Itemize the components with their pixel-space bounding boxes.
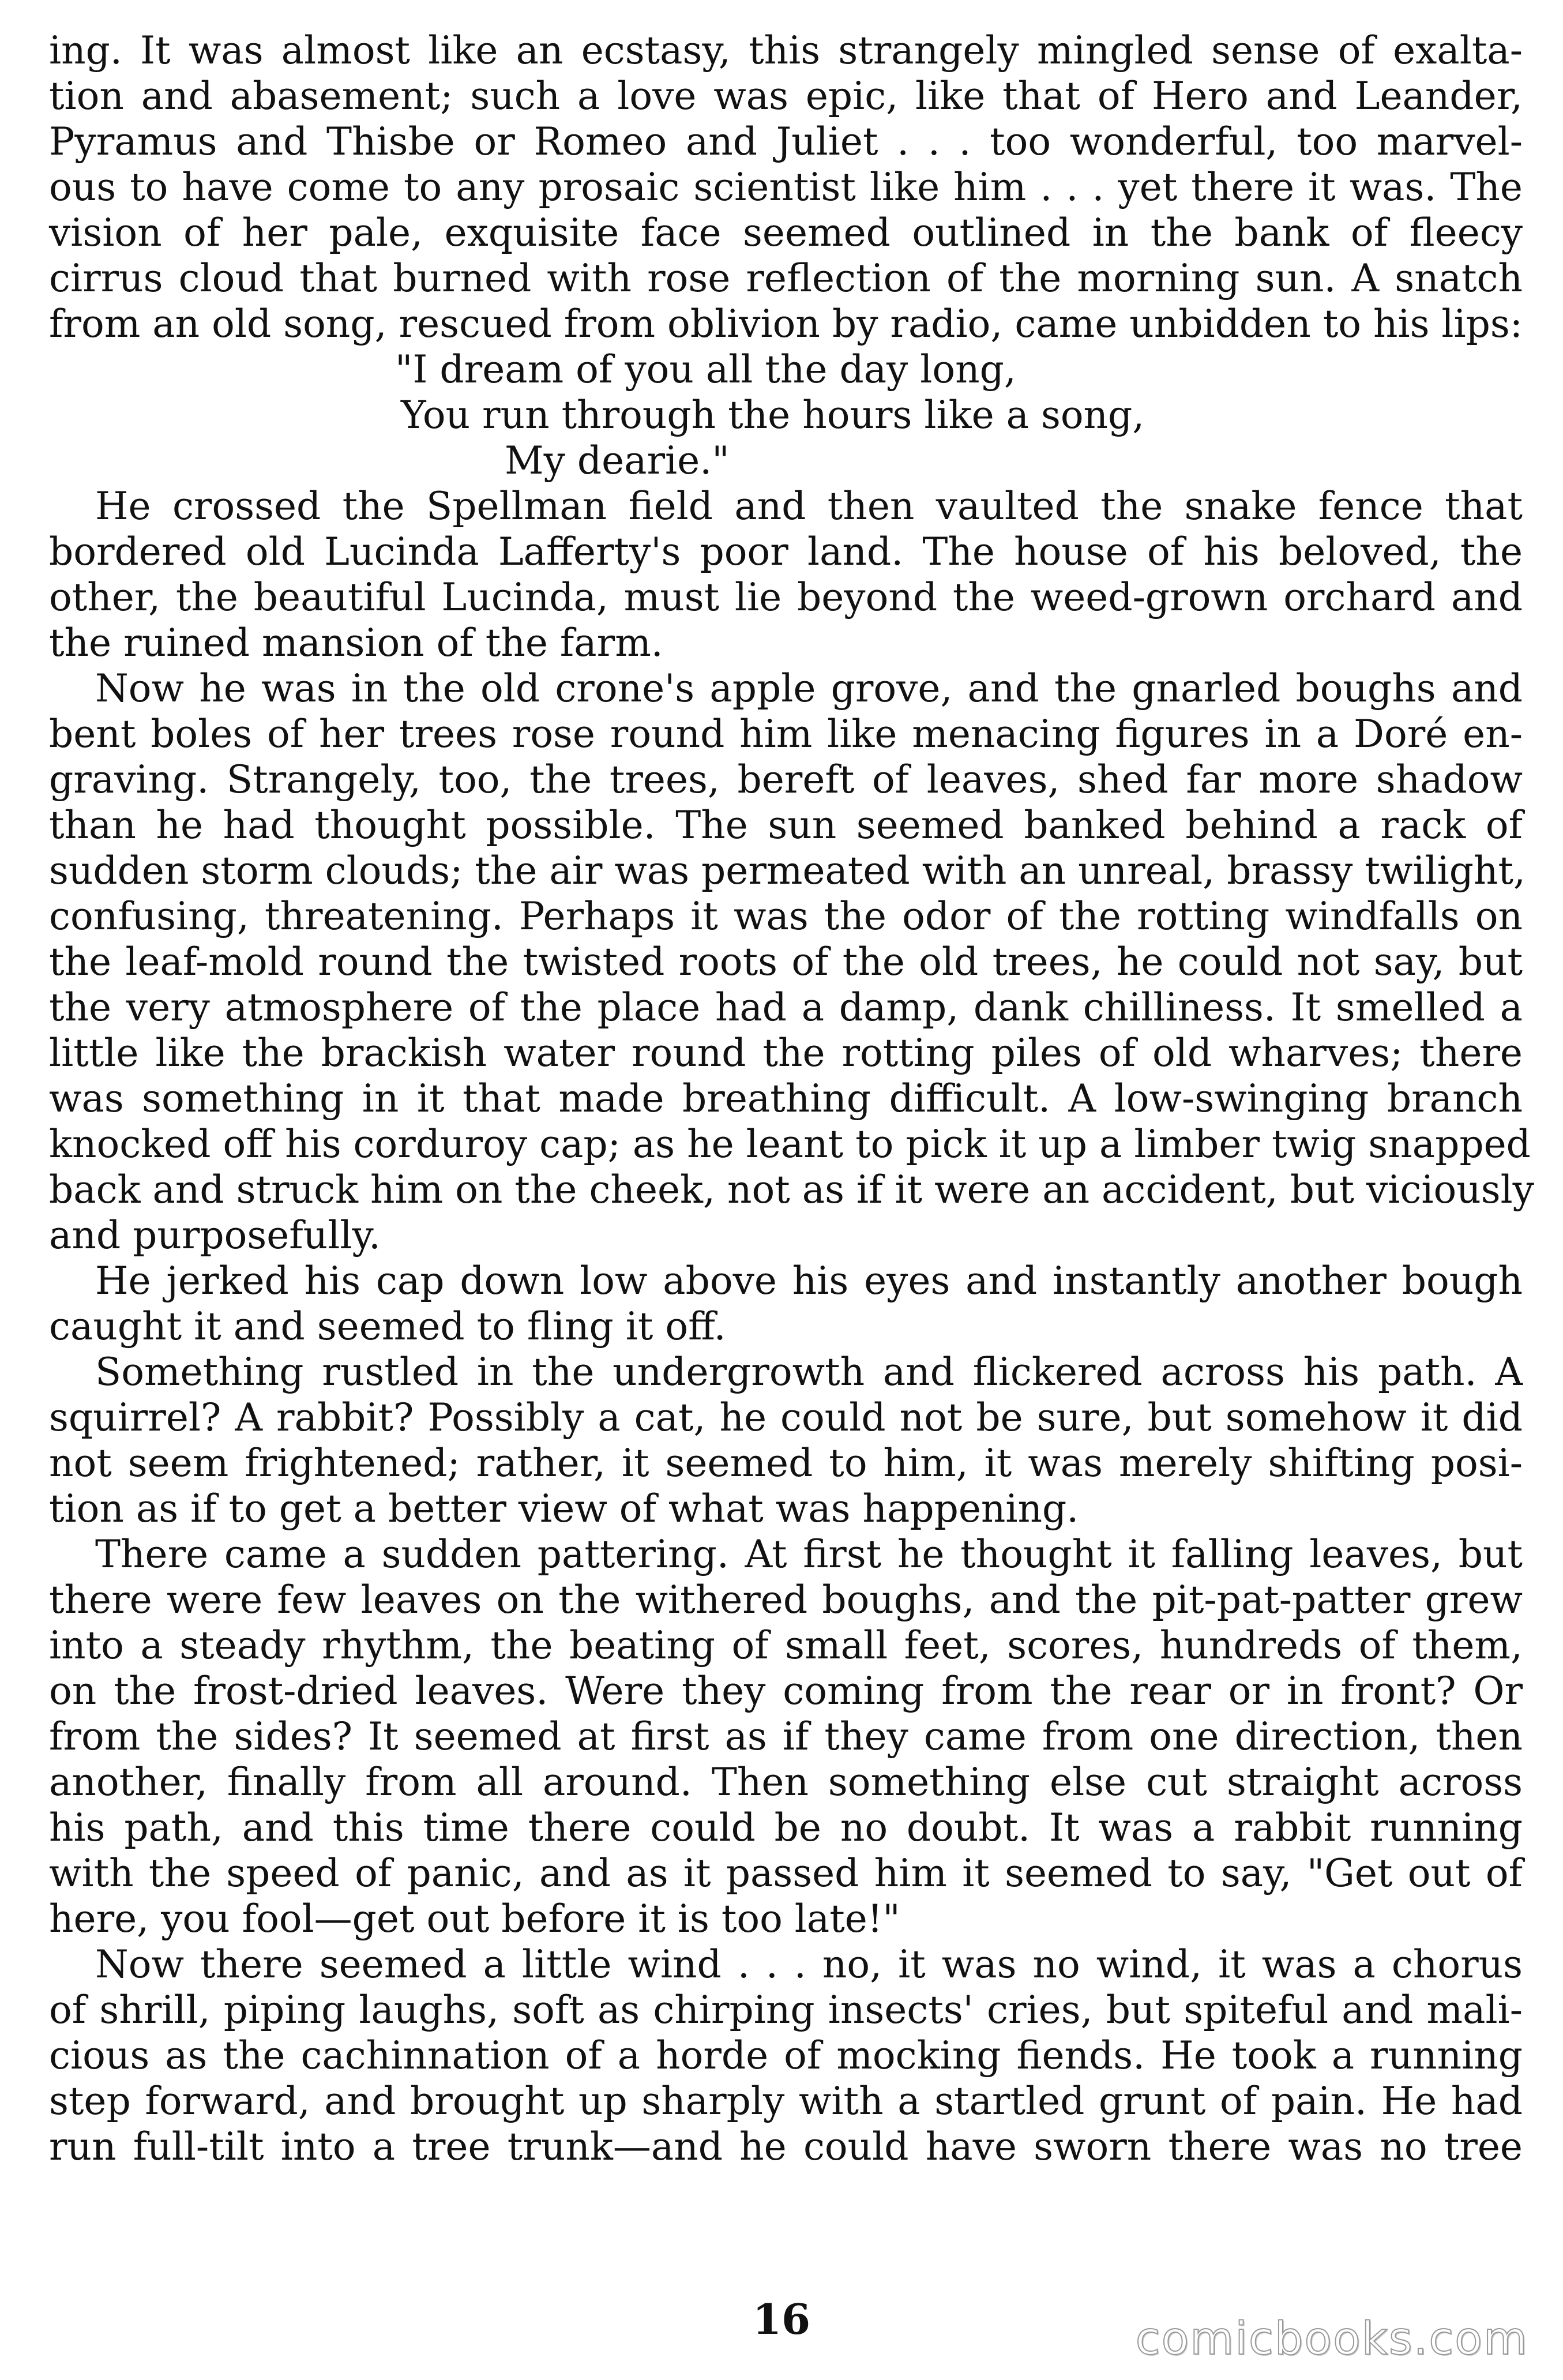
text-column [49,28,1534,2169]
text-line: of shrill, piping laughs, soft as chirping insects' cries, but spiteful and mali- [49,1988,1523,2032]
text-line: was something in it that made breathing difficult. A low-swinging branch [49,1076,1523,1121]
text-line: squirrel? A rabbit? Possibly a cat, he could not be sure, but somehow it did [49,1395,1523,1440]
text-line: There came a sudden pattering. At first he thought it falling leaves, but [95,1532,1523,1576]
text-line: his path, and this time there could be no doubt. It was a rabbit running [49,1805,1523,1850]
paragraph-continuation [49,28,1523,347]
text-line: cirrus cloud that burned with rose reflection of the morning sun. A snatch [49,256,1523,301]
text-line: graving. Strangely, too, the trees, bereft of leaves, shed far more shadow [49,757,1523,802]
text-line: confusing, threatening. Perhaps it was the odor of the rotting windfalls on [49,894,1523,939]
paragraph [49,1942,1523,2169]
text-line: He crossed the Spellman field and then vaulted the snake fence that [95,484,1523,528]
text-line: knocked off his corduroy cap; as he leant to pick it up a limber twig snapped [49,1122,1531,1166]
text-line: bent boles of her trees rose round him like menacing figures in a Doré en- [49,712,1523,756]
text-line: Now there seemed a little wind . . . no, it was no wind, it was a chorus [95,1942,1523,1987]
song-verse [49,347,1523,483]
text-line: caught it and seemed to fling it off. [49,1304,726,1349]
text-line: from the sides? It seemed at first as if they came from one direction, then [49,1714,1523,1759]
text-line: little like the brackish water round the rotting piles of old wharves; there [49,1031,1523,1075]
text-line: step forward, and brought up sharply with a startled grunt of pain. He had [49,2079,1523,2123]
paragraph [49,666,1534,1258]
text-line: ous to have come to any prosaic scientist like him . . . yet there it was. The [49,165,1523,209]
text-line: ing. It was almost like an ecstasy, this strangely mingled sense of exalta- [49,28,1523,73]
verse-line: "I dream of you all the day long, [395,347,1016,392]
text-line: another, finally from all around. Then something else cut straight across [49,1760,1523,1804]
text-line: into a steady rhythm, the beating of small feet, scores, hundreds of them, [49,1623,1523,1668]
text-line: bordered old Lucinda Lafferty's poor land. The house of his beloved, the [49,530,1523,574]
text-line: Pyramus and Thisbe or Romeo and Juliet . . . too wonderful, too marvel- [49,119,1523,164]
verse-line: My dearie." [505,438,730,483]
text-line: sudden storm clouds; the air was permeated with an unreal, brassy twilight, [49,849,1526,893]
text-line: vision of her pale, exquisite face seemed outlined in the bank of fleecy [49,211,1523,255]
text-line: there were few leaves on the withered boughs, and the pit-pat-patter grew [49,1578,1523,1622]
text-line: the very atmosphere of the place had a damp, dank chilliness. It smelled a [49,985,1523,1030]
paragraph [49,483,1523,666]
paragraph [49,1349,1523,1531]
text-line: back and struck him on the cheek, not as if it were an accident, but viciously [49,1168,1534,1212]
paragraph [49,1531,1523,1942]
text-line: from an old song, rescued from oblivion by radio, came unbidden to his lips: [49,302,1523,346]
text-line: on the frost-dried leaves. Were they coming from the rear or in front? Or [49,1669,1523,1713]
paragraph [49,1258,1523,1349]
verse-line: You run through the hours like a song, [401,393,1145,437]
text-line: tion as if to get a better view of what was happening. [49,1486,1079,1531]
text-line: Something rustled in the undergrowth and flickered across his path. A [95,1350,1523,1394]
text-line: Now he was in the old crone's apple grove, and the gnarled boughs and [95,666,1523,711]
text-line: He jerked his cap down low above his eyes and instantly another bough [95,1259,1523,1303]
text-line: than he had thought possible. The sun seemed banked behind a rack of [49,803,1523,847]
text-line: here, you fool—get out before it is too late!" [49,1897,900,1941]
text-line: cious as the cachinnation of a horde of mocking fiends. He took a running [49,2033,1523,2078]
text-line: the ruined mansion of the farm. [49,621,663,665]
watermark-logo: comicbooks.com [1135,2313,1528,2365]
page-number: 16 [752,2295,811,2344]
text-line: with the speed of panic, and as it passed him it seemed to say, "Get out of [49,1851,1523,1895]
text-line: other, the beautiful Lucinda, must lie beyond the weed-grown orchard and [49,575,1523,620]
text-line: tion and abasement; such a love was epic, like that of Hero and Leander, [49,74,1523,118]
text-line: not seem frightened; rather, it seemed to him, it was merely shifting posi- [49,1441,1523,1485]
text-line: and purposefully. [49,1213,381,1257]
text-line: run full-tilt into a tree trunk—and he could have sworn there was no tree [49,2124,1523,2169]
text-line: the leaf-mold round the twisted roots of the old trees, he could not say, but [49,940,1523,984]
